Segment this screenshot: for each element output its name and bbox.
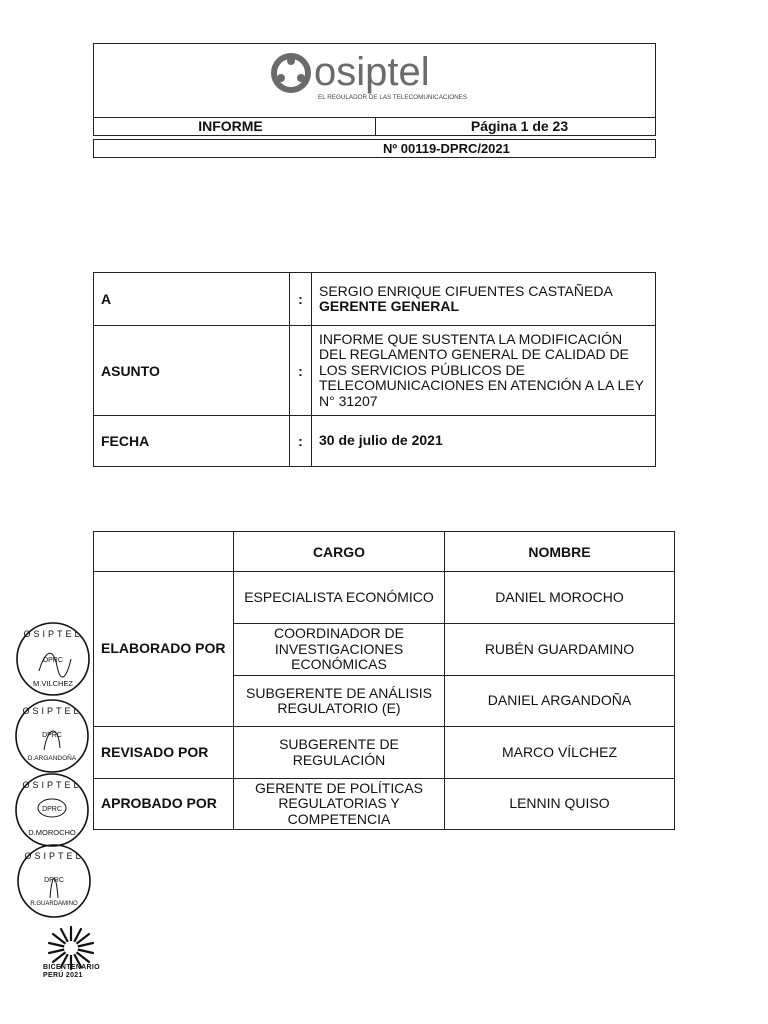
cargo-line: ECONÓMICAS: [291, 656, 387, 673]
bicentenario-line2: PERÚ 2021: [43, 972, 83, 979]
aprobado-label: APROBADO POR: [94, 779, 234, 830]
memo-row-fecha: [94, 416, 656, 467]
svg-text:DPRC: DPRC: [43, 657, 63, 664]
memo-fecha-value: 30 de julio de 2021: [312, 416, 656, 467]
svg-text:OSIPTEL: OSIPTEL: [22, 706, 82, 716]
memo-table: [93, 272, 656, 467]
osiptel-logo: [266, 47, 486, 107]
svg-text:OSIPTEL: OSIPTEL: [24, 851, 84, 861]
cargo-line: REGULATORIAS Y: [278, 795, 400, 812]
cargo-cell: [234, 624, 445, 676]
memo-asunto-value: [312, 326, 656, 416]
header-logo-box: [93, 43, 656, 118]
logo-wordmark: osiptel: [314, 50, 430, 94]
doc-type: INFORME: [94, 118, 376, 135]
approval-header-nombre: NOMBRE: [445, 532, 675, 572]
nombre-cell: RUBÉN GUARDAMINO: [445, 624, 675, 676]
svg-text:DPRC: DPRC: [42, 732, 62, 739]
recipient-name: SERGIO ENRIQUE CIFUENTES CASTAÑEDA: [319, 282, 613, 299]
memo-asunto-label: ASUNTO: [94, 326, 290, 416]
cargo-line: REGULATORIO (E): [277, 700, 401, 716]
dprc-seal-stamp: [16, 843, 92, 919]
nombre-cell: MARCO VÍLCHEZ: [445, 727, 675, 779]
cargo-line: COMPETENCIA: [287, 810, 391, 827]
recipient-role: GERENTE GENERAL: [319, 298, 460, 314]
cargo-line: GERENTE DE POLÍTICAS: [254, 779, 424, 796]
cargo-line: SUBGERENTE DE ANÁLISIS: [246, 684, 432, 701]
svg-text:D.MOROCHO: D.MOROCHO: [28, 828, 76, 837]
memo-a-label: A: [94, 273, 290, 326]
table-row: [94, 572, 675, 624]
header-row: [93, 117, 656, 136]
memo-a-value: [312, 273, 656, 326]
nombre-cell: DANIEL MOROCHO: [445, 572, 675, 624]
memo-colon: :: [290, 326, 312, 416]
memo-row-a: [94, 273, 656, 326]
cargo-line: INVESTIGACIONES: [274, 640, 404, 657]
logo-tagline: EL REGULADOR DE LAS TELECOMUNICACIONES: [318, 94, 468, 101]
cargo-cell: [234, 779, 445, 830]
cargo-line: SUBGERENTE DE: [279, 736, 399, 752]
dprc-seal-stamp: [14, 772, 90, 848]
cargo-line: COORDINADOR DE: [274, 625, 404, 642]
doc-number: Nº 00119-DPRC/2021: [383, 141, 510, 156]
approval-header-cargo: CARGO: [234, 532, 445, 572]
svg-text:OSIPTEL: OSIPTEL: [23, 629, 83, 639]
cargo-cell: [234, 676, 445, 727]
svg-text:DPRC: DPRC: [42, 806, 62, 813]
nombre-cell: LENNIN QUISO: [445, 779, 675, 830]
asunto-line: TELECOMUNICACIONES EN ATENCIÓN A LA LEY: [319, 377, 644, 394]
revisado-label: REVISADO POR: [94, 727, 234, 779]
asunto-line: DEL REGLAMENTO GENERAL DE CALIDAD DE: [319, 346, 629, 363]
cargo-cell: [234, 572, 445, 624]
cargo-line: ESPECIALISTA ECONÓMICO: [244, 588, 434, 605]
elaborado-label: ELABORADO POR: [94, 572, 234, 727]
approval-header-row: [94, 532, 675, 572]
memo-colon: :: [290, 273, 312, 326]
svg-text:DPRC: DPRC: [44, 877, 64, 884]
bicentenario-line1: BICENTENARIO: [43, 964, 100, 971]
cargo-cell: [234, 727, 445, 779]
memo-row-asunto: [94, 326, 656, 416]
bicentenario-label: [43, 964, 100, 980]
dprc-seal-stamp: [15, 621, 91, 697]
cargo-line: REGULACIÓN: [292, 751, 386, 768]
approval-header-blank: [94, 532, 234, 572]
svg-text:M.VILCHEZ: M.VILCHEZ: [32, 679, 74, 688]
svg-text:D.ARGANDOÑA: D.ARGANDOÑA: [27, 755, 77, 762]
asunto-line: INFORME QUE SUSTENTA LA MODIFICACIÓN: [319, 330, 623, 347]
nombre-cell: DANIEL ARGANDOÑA: [445, 676, 675, 727]
dprc-seal-stamp: [14, 698, 90, 774]
asunto-line: N° 31207: [319, 392, 378, 409]
approval-table: [93, 531, 675, 830]
page-info: Página 1 de 23: [470, 118, 569, 134]
doc-number-row: [93, 139, 656, 158]
memo-fecha-label: FECHA: [94, 416, 290, 467]
memo-colon: :: [290, 416, 312, 467]
svg-text:OSIPTEL: OSIPTEL: [22, 780, 82, 790]
osiptel-logo-mark: [274, 56, 308, 90]
svg-text:R.GUARDAMINO: R.GUARDAMINO: [30, 901, 78, 907]
table-row: [94, 727, 675, 779]
asunto-line: LOS SERVICIOS PÚBLICOS DE: [319, 361, 525, 378]
table-row: [94, 779, 675, 830]
